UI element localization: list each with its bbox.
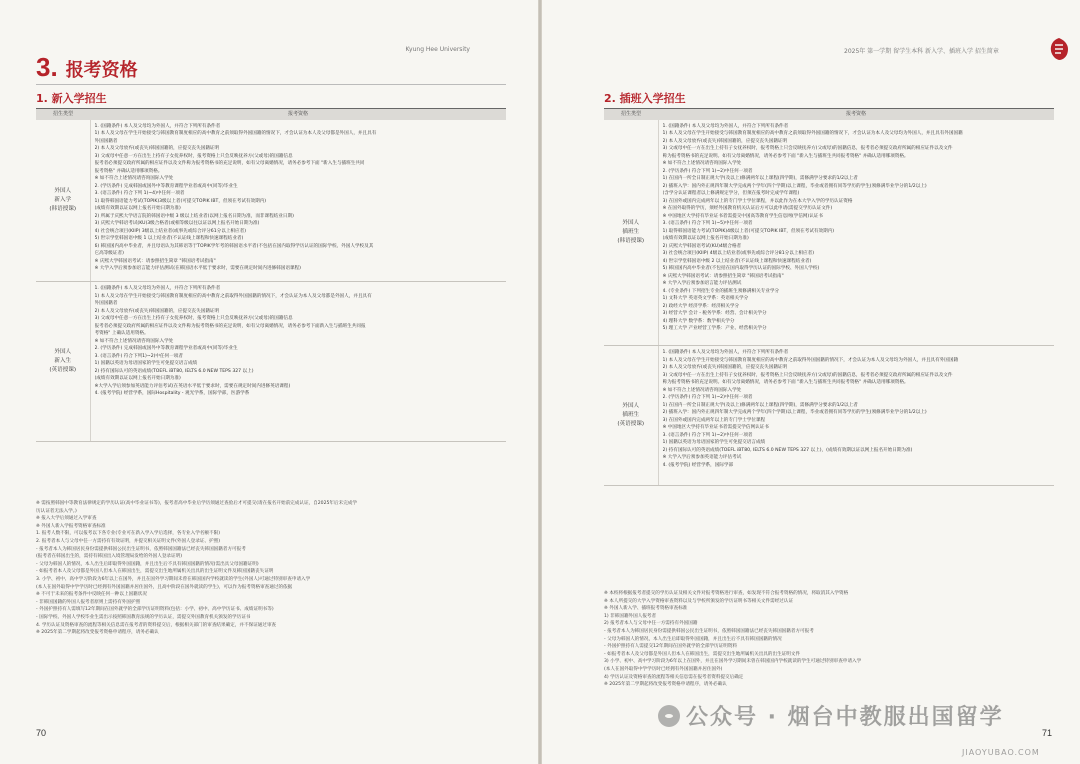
requirement-line: ※ 如不符合上述情况请咨询国际入学处 xyxy=(662,161,742,166)
requirement-line: ※ 中国地区大学持有毕业证书者需提交中国高等教育学生信息网(学信网)认证书 xyxy=(662,213,823,219)
note-line: 2. 报考者本人与父母中任一方需持有有效证明，并提交相关证明文件(外国人登录证、护照) xyxy=(36,538,220,544)
requirement-line: ※ 中国地区大学持有毕业证书者需提交学信网认证书 xyxy=(662,425,769,430)
requirement-line: 考资格" 上确认适用资格。 xyxy=(94,331,149,336)
admission-type-label: 插班生 xyxy=(622,228,640,235)
requirement-line: 报考者必须提交政府所属的相应证件以及文件称为报考资格书的充足说明，如有父母离婚情况，请务必参考下面 "新入生与插班生共同 xyxy=(94,161,365,166)
wechat-icon xyxy=(658,705,680,727)
requirement-line: 报考资格" 并确认适用哪项资格。 xyxy=(94,168,163,174)
requirement-line: 1. (国籍条件) 本人及父母均为外国人，并符合下列所有条件者 xyxy=(94,123,221,129)
requirement-line: 1) 取得韩国语能力考试(TOPIK)3级以上者(可提交TOPIK IBT，但须在考试有效期内) xyxy=(94,198,267,204)
requirement-line: 3. (语言条件) 符合下列 1)~4)中任何一项者 xyxy=(94,191,185,196)
requirement-line: 2) 庆熙大学韩国语考试(KU)4级合格者 xyxy=(662,243,742,249)
requirement-line: (成绩有效期以证以网上报名开始日期为准) xyxy=(662,236,749,241)
note-line: 1) 非韩国籍外国人报考者 xyxy=(604,613,657,619)
requirement-line: 3) 社会统合项目(KIIP) 4级以上结业者(或事先或综合评分81分以上相应者) xyxy=(662,251,815,256)
requirement-line: 1) 取得韩国语能力考试(TOPIK)4级以上者(可提交TOPIK IBT，但须在考试有效期内) xyxy=(662,228,835,234)
requirement-line: (成绩有效期以证以网上报名开始日期为准) xyxy=(94,376,181,381)
note-line: (报考者在韩国出生的，需持有韩国出入境管理局发给的外国人登录证明) xyxy=(36,554,182,560)
requirement-line: 2. (学历条件) 符合下列 1)~2)中任何一项者 xyxy=(662,395,753,400)
requirement-line: 3) 父或母中任一方在出生上持有子女抚养权时，报考资格上只会反映抚养方(父或母)的国籍信息，报考者必须提交政府所属的相应证件以及文件 xyxy=(662,146,953,151)
note-line: ※ 2025年第二学期起将改变报考资格申请程序，请务必确认 xyxy=(604,682,727,688)
requirement-line: 2) 持有国际认可的英语成绩(TOEFL iBT80, IELTS 6.0 NEW TEPS 327 以上) xyxy=(94,368,254,374)
requirement-line: 4) 世宗学堂韩国语中级 2 以上结业者(不认证线上课程和快速课程结业者) xyxy=(662,258,812,264)
requirements-table-transfer-admission xyxy=(604,108,1054,486)
requirement-line: 3) 经营大学 会计・税务学系：经营、会计相关学分 xyxy=(662,311,767,316)
note-line: (本人在国外取得中学学历时已经拥有外国国籍并居住国外，且高中阶段在国外就读的学生)，可以作为报考资格审查通过的依据 xyxy=(36,584,293,590)
header-requirements: 报考资格 xyxy=(658,109,1054,120)
page-number: 71 xyxy=(1041,728,1052,738)
requirement-line: 2) 持有国际认可的英语成绩(TOEFL iBT80, IELTS 6.0 NEW TEPS 327 以上)，(成绩有效期以证以网上报名开始日期为准) xyxy=(662,447,913,453)
requirement-line: ※ 大学入学后须参加语言能力评估测试(在韩国语水平低于要求时，需要在规定时间内进修韩国语课程) xyxy=(94,266,301,271)
requirement-line: 5) 理工大学 产业经营工学系：产业、经营相关学分 xyxy=(662,326,767,331)
requirement-line: 1) 在国内一所全日制正规大学(及以上)修满两年以上课程(四学期)，需修满学分要求的1/2以上者 xyxy=(662,176,858,181)
admission-type-label: 新入学 xyxy=(54,196,72,203)
header-type: 招生类型 xyxy=(604,109,658,120)
requirement-line: 1) 本人及父母在学生开始接受与韩国教育制度相应的高中教育之前取得外国国籍的情况下，才会认证为本人及父母都是外国人，并且具有 xyxy=(94,293,372,299)
note-line: - 如报考者本人及父母都是外国人但本人在韩国出生，需提交出生地所属机关出具的出生证明文件 xyxy=(604,651,801,657)
requirements-table-new-admission xyxy=(36,108,506,442)
section-title-new-admission: 1. 新入学招生 xyxy=(36,92,107,105)
requirement-line: 2) 插班入学：国内外正规四年制大学完成两个学年(四个学期)以上课程，毕业或者拥有同等学历的学生(须修满毕业学分的1/2以上) xyxy=(662,183,927,189)
requirement-line: 1. (国籍条件) 本人及父母均为外国人，并符合下列所有条件者 xyxy=(662,123,789,129)
requirement-line: ※ 在国外取得的学历，须经外国教育机关认证后方可以此申请(需提交学历认证文件) xyxy=(662,206,833,211)
note-line: - 非韩国国籍的外国人报考者原则上需持有外国护照 xyxy=(36,599,141,605)
watermark xyxy=(658,700,1004,731)
admission-type-label: 外国人 xyxy=(622,403,640,409)
requirement-line: 1) 在国内一所全日制正规大学(及以上)修满两年以上课程(四学期)，需修满学分要求的1/2以上者 xyxy=(662,402,858,408)
requirement-line: 3) 父或母中任一方在出生上持有子女抚养权时，报考资格上只会反映抚养方(父或母)的国籍信息，报考者必须提交政府所属的相应证件以及文件 xyxy=(662,372,953,378)
requirement-line: 4. (报考学院) 经营学系，国际学部 xyxy=(662,462,734,468)
note-line: - 父母为韩国人的情况，本人出生后即取得外国国籍，并且出生后不具有韩国国籍的情况(需出具父母国籍证明) xyxy=(36,561,259,567)
note-line: 3. 小学、初中、高中学习阶段为6年以上在国外，并且在国外学习期间未曾在韩国国内学校就读的学生(外国人)可通过特别审查申请入学 xyxy=(36,576,311,582)
requirements-cell xyxy=(90,120,506,282)
chapter-number: 3. xyxy=(36,52,58,82)
admission-type-cell xyxy=(604,346,658,486)
requirement-line: 它高等级证者) xyxy=(94,251,124,256)
left-page xyxy=(0,0,538,764)
note-line: - 国际学校、外国人学校毕业生需出示按照韩国教育法规的学历认证，需提交外国教育机关颁发的学历证书 xyxy=(36,614,251,620)
note-line: (本人在国外取得中学学历时已经拥有外国国籍并居住国外) xyxy=(604,666,723,672)
note-line: ※ 不可于未来的报考条件中反映任何一种以上国籍状况 xyxy=(36,592,147,598)
requirement-line: ※ 如不符合上述情况请咨询国际入学处 xyxy=(662,387,742,393)
requirement-line: 3) 庆熙大学韩语考试(KU)3级合格者(或相等级以往以证以网上报名开始日期为准) xyxy=(94,221,260,226)
table-row xyxy=(36,120,506,282)
requirement-line: 1. (国籍条件) 本人及父母均为外国人，并符合下列所有条件者 xyxy=(662,350,789,355)
requirement-line: ※大学入学后须参加英语能力评估考试(在英语水平低于要求时，需要在规定时间内进修英语课程) xyxy=(94,383,291,389)
requirement-line: 2) 本人及父母放弃(或丧失)韩国国籍的，应提交丧失国籍证明 xyxy=(94,146,220,151)
right-page xyxy=(542,0,1080,764)
requirement-line: 3) 父或母中任意一方在出生上持有子女抚养权时，报考资格上只会反映抚养方(父或母)的国籍信息 xyxy=(94,153,293,159)
running-head: 2025年 第一学期 留学生本科 新入学、插班入学 招生简章 xyxy=(844,48,999,55)
requirement-line: 外国国籍者 xyxy=(94,138,118,144)
requirement-line: 2) 政经大学 经济学系：经济相关学分 xyxy=(662,303,740,309)
page-number: 70 xyxy=(36,728,47,738)
requirement-line: (含学分认证课程者以上修满规定学分，但须在报考时完成学年课程) xyxy=(662,191,800,196)
requirement-line: 称为报考资格书的充足说明。如有父母离婚情况，请务必参考下面 "新入生与插班生共同报考资格" 并确认适用哪项资格。 xyxy=(662,380,909,385)
note-line: ※ 需按照韩国中等教育法律规定的学历认证(高中毕业证书等)，报考者高中毕业后学历须通过查验后才可提交(请在报名开始前完成认证，自2025年后未完成学 xyxy=(36,501,357,506)
note-line: - 父母为韩国人的情况，本人出生后即取得外国国籍，并且出生后不具有韩国国籍的情况 xyxy=(604,636,782,642)
note-line: - 外国护照持有人需填写12年期间在国外就学的全部学历证明资料(包括：小学、初中、高中学历证书、成绩证明书等) xyxy=(36,607,274,613)
table-row xyxy=(604,120,1054,346)
note-line: ※ 外国人新入学、插班报考资格审查标准 xyxy=(604,606,688,612)
requirement-line: 4) 社会统合项目(KIIP) 3级以上结业者(或事先或综合评分61分以上相应者) xyxy=(94,228,247,234)
requirement-line: ※ 如不符合上述情况请咨询国际入学处 xyxy=(94,176,174,181)
requirement-line: 4. (报考学院) 经营学系，国际Hospitality・观光学系，国际学部，医游学系 xyxy=(94,391,250,396)
admission-type-cell xyxy=(36,120,90,282)
requirement-line: 3. (语言条件) 符合下列1)~2)中任何一项者 xyxy=(94,353,183,359)
requirements-cell xyxy=(90,282,506,442)
requirement-line: 2. (学历条件) 完成韩国或国外中等教育课程学业者或高中(同等)毕业生 xyxy=(94,346,238,351)
table-row xyxy=(36,282,506,442)
requirement-line: 2) 本人及父母放弃(或丧失)韩国国籍的，应提交丧失国籍证明 xyxy=(662,138,788,144)
note-line: - 如报考者本人及父母都是外国人但本人在韩国出生，需提交出生地所属机关出具的出生证明文件及韩国国籍丧失证明 xyxy=(36,569,274,575)
admission-type-label: (韩语授课) xyxy=(49,205,77,212)
note-line: 3) 小学、初中、高中学习阶段为6年以上在国外，并且在国外学习期间未曾在韩国国内学校就读的学生可通过特别审查申请入学 xyxy=(604,659,862,665)
table-row xyxy=(604,346,1054,486)
running-head: Kyung Hee University xyxy=(405,46,470,53)
requirement-line: 2) 本人及父母放弃(或丧失)韩国国籍的，应提交丧失国籍证明 xyxy=(662,365,788,370)
requirement-line: 4) 理科大学 数学系：数学相关学分 xyxy=(662,318,735,324)
note-line: - 报考者本人为韩国居民身份需提供韩国公民出生证明书，依照韩国国籍法已经丧失韩国国籍者方可报考 xyxy=(604,628,814,634)
note-line: ※ 报入大学后须通过入学审查 xyxy=(36,516,97,522)
chapter-title: 报考资格 xyxy=(65,60,138,81)
requirement-line: 1) 文科大学 英语英文学系：英语相关学分 xyxy=(662,296,749,301)
footnotes xyxy=(36,500,506,637)
university-emblem-icon xyxy=(1046,36,1072,62)
requirement-line: 2) 插班入学：国内外正规四年制大学完成两个学年(四个学期)以上课程，毕业或者拥有同等学历的学生(须修满毕业学分的1/2以上) xyxy=(662,410,927,415)
requirement-line: ※ 大学入学后须参加英语能力评估考试 xyxy=(662,455,742,460)
requirement-line: 1. (国籍条件) 本人及父母均为外国人，并符合下列所有条件者 xyxy=(94,286,221,291)
requirement-line: ※ 庆熙大学韩国语考试：请参照招生简章 "韩国语考试指南" xyxy=(94,258,216,264)
note-line: ※ 本校将根据报考者提交的学历认证及相关文件对报考资格进行审查，如发现不符合报考资格的情况，将取消其入学资格 xyxy=(604,591,849,596)
admission-type-cell xyxy=(604,120,658,346)
admission-type-label: (英语授课) xyxy=(49,367,77,373)
requirement-line: 1) 国籍以英语为母语国家的学生可免提交语言成绩 xyxy=(662,440,766,445)
note-line: 4. 学历认证及资格审查的流程等相关信息需在报考者的资料提交后，根据相关部门的审查结果确定，并不保证通过审查 xyxy=(36,622,277,628)
table-header-row xyxy=(604,109,1054,120)
requirement-line: (成绩有效期以证以网上报名开始日期为准) xyxy=(94,206,181,211)
section-title-transfer-admission: 2. 插班入学招生 xyxy=(604,92,686,105)
requirements-cell xyxy=(658,120,1054,346)
requirement-line: 报考者必须提交政府所属的相应证件以及文件称为报考资格书的充足说明，如有父母离婚情况，请务必参考下面新入生与插班生共同报 xyxy=(94,323,366,329)
table-header-row xyxy=(36,109,506,120)
requirement-line: ※ 大学入学后须参加语言能力评估测试 xyxy=(662,281,742,286)
admission-type-cell xyxy=(36,282,90,442)
requirements-cell xyxy=(658,346,1054,486)
requirement-line: 1) 国籍以英语为母语国家的学生可免提交语言成绩 xyxy=(94,361,198,366)
admission-type-label: 外国人 xyxy=(54,187,72,194)
requirement-line: ※ 庆熙大学韩国语考试：请参照招生简章 "韩国语考试指南" xyxy=(662,273,784,279)
chapter-heading xyxy=(36,52,138,83)
header-type: 招生类型 xyxy=(36,109,90,120)
admission-type-label: 外国人 xyxy=(54,349,72,355)
requirement-line: 1) 本人及父母在学生开始接受与韩国教育制度相应的高中教育之前须取得外国国籍的情况下，才会认证为本人及父母均为外国人，并且具有外国国籍 xyxy=(662,131,963,136)
note-line: ※ 2025年第二学期起将改变报考资格申请程序，请务必确认 xyxy=(36,630,159,636)
requirement-line: 外国国籍者 xyxy=(94,301,118,306)
requirement-line: 4. (专业条件) 下列招生专业的插班生须修满相关专业学分 xyxy=(662,288,780,294)
requirement-line: 1) 本人及父母在学生开始接受与韩国教育制度相应的高中教育之前取得外国国籍的情况下，才会认证为本人及父母均为外国人，并且具有外国国籍 xyxy=(662,357,959,363)
header-requirements: 报考资格 xyxy=(90,109,506,120)
requirement-line: 3. (语言条件) 符合下列 1)~5)中任何一项者 xyxy=(662,221,753,226)
watermark-text: 公众号 · 烟台中教服出国留学 xyxy=(686,705,1004,730)
requirement-line: 5) 世宗学堂韩国语中级 1 以上结业者(不认证线上课程和快速课程结业者) xyxy=(94,236,244,241)
requirement-line: 2. (学历条件) 完成韩国或国外中等教育课程学业者或高中(同等)毕业生 xyxy=(94,183,238,189)
requirement-line: 称为报考资格书的充足说明。如有父母离婚情况，请务必参考下面 "新入生与插班生共同报考资格" 并确认适用哪项资格。 xyxy=(662,153,909,159)
admission-type-label: 新入生 xyxy=(54,358,72,364)
note-line: 历认证者无法入学。) xyxy=(36,508,77,514)
admission-type-label: 插班生 xyxy=(622,412,640,418)
note-line: ※ 本人所提交的大学入学资格审查资料以及与学校所颁发的学历证明书等相关文件需经过认证 xyxy=(604,598,794,604)
requirement-line: 5) 韩国国内高中毕业者(不包括在国内取得学历认证的国际学校、外国人学校) xyxy=(662,266,820,271)
admission-type-label: (英语授课) xyxy=(617,421,645,427)
note-line: 4) 学历认证及资格审查的流程等相关信息需在报考者资料提交后确定 xyxy=(604,674,744,680)
requirement-line: 2) 所属于庆熙大学语言院的韩国语中级 3 级以上结业者(以网上报名日期为准，而非课程结业日期) xyxy=(94,213,294,219)
note-line: 2) 报考者本人与父母中任一方需持有外国国籍 xyxy=(604,621,698,627)
footnotes xyxy=(604,590,1054,689)
admission-type-label: (韩语授课) xyxy=(617,237,645,244)
requirement-line: 3) 在国外或国内完成两年以上的专门学士学位课程 xyxy=(662,417,766,423)
requirement-line: 3) 父或母中任意一方在出生上持有子女抚养权时，报考资格上只会反映抚养方(父或母)的国籍信息 xyxy=(94,316,293,321)
requirement-line: ※ 如不符合上述情况请咨询国际入学处 xyxy=(94,338,174,344)
note-line: - 报考者本人为韩国居民身份需提供韩国公民出生证明书，依照韩国国籍法已经丧失韩国国籍者方可报考 xyxy=(36,546,246,552)
watermark-url: JIAOYUBAO.COM xyxy=(962,748,1040,757)
note-line: ※ 外国人新入学报考资格审查标准 xyxy=(36,523,106,529)
requirement-line: 3. (语言条件) 符合下列 1)~2)中任何一项者 xyxy=(662,432,753,438)
requirement-line: 3) 在国外或国内完成两年以上的专门学士学位课程，并以此作为在本大学入学的学历认证资格 xyxy=(662,198,853,204)
requirement-line: 2) 本人及父母放弃(或丧失)韩国国籍的，应提交丧失国籍证明 xyxy=(94,308,220,314)
requirement-line: 2. (学历条件) 符合下列 1)~2)中任何一项者 xyxy=(662,168,753,174)
requirement-line: 6) 韩国国内高中毕业者，并且母语认为其韩语等于TOPIK学年考的韩国语水平者(不包括在国内取得学历认证的国际学校、外国人学校及其 xyxy=(94,243,374,249)
requirement-line: 1) 本人及父母在学生开始接受与韩国教育制度相应的高中教育之前须取得外国国籍的情况下，才会认证为本人及父母都是外国人，并且具有 xyxy=(94,131,377,136)
admission-type-label: 外国人 xyxy=(622,219,640,226)
note-line: 1. 报考人数不限，可以报考以下各专业(专业可在新入学入学后选择，各专业入学名额不限) xyxy=(36,531,220,537)
chapter-divider xyxy=(36,84,506,85)
note-line: - 外国护照持有人需提交12年期间在国外就学的全部学历证明资料 xyxy=(604,644,737,650)
